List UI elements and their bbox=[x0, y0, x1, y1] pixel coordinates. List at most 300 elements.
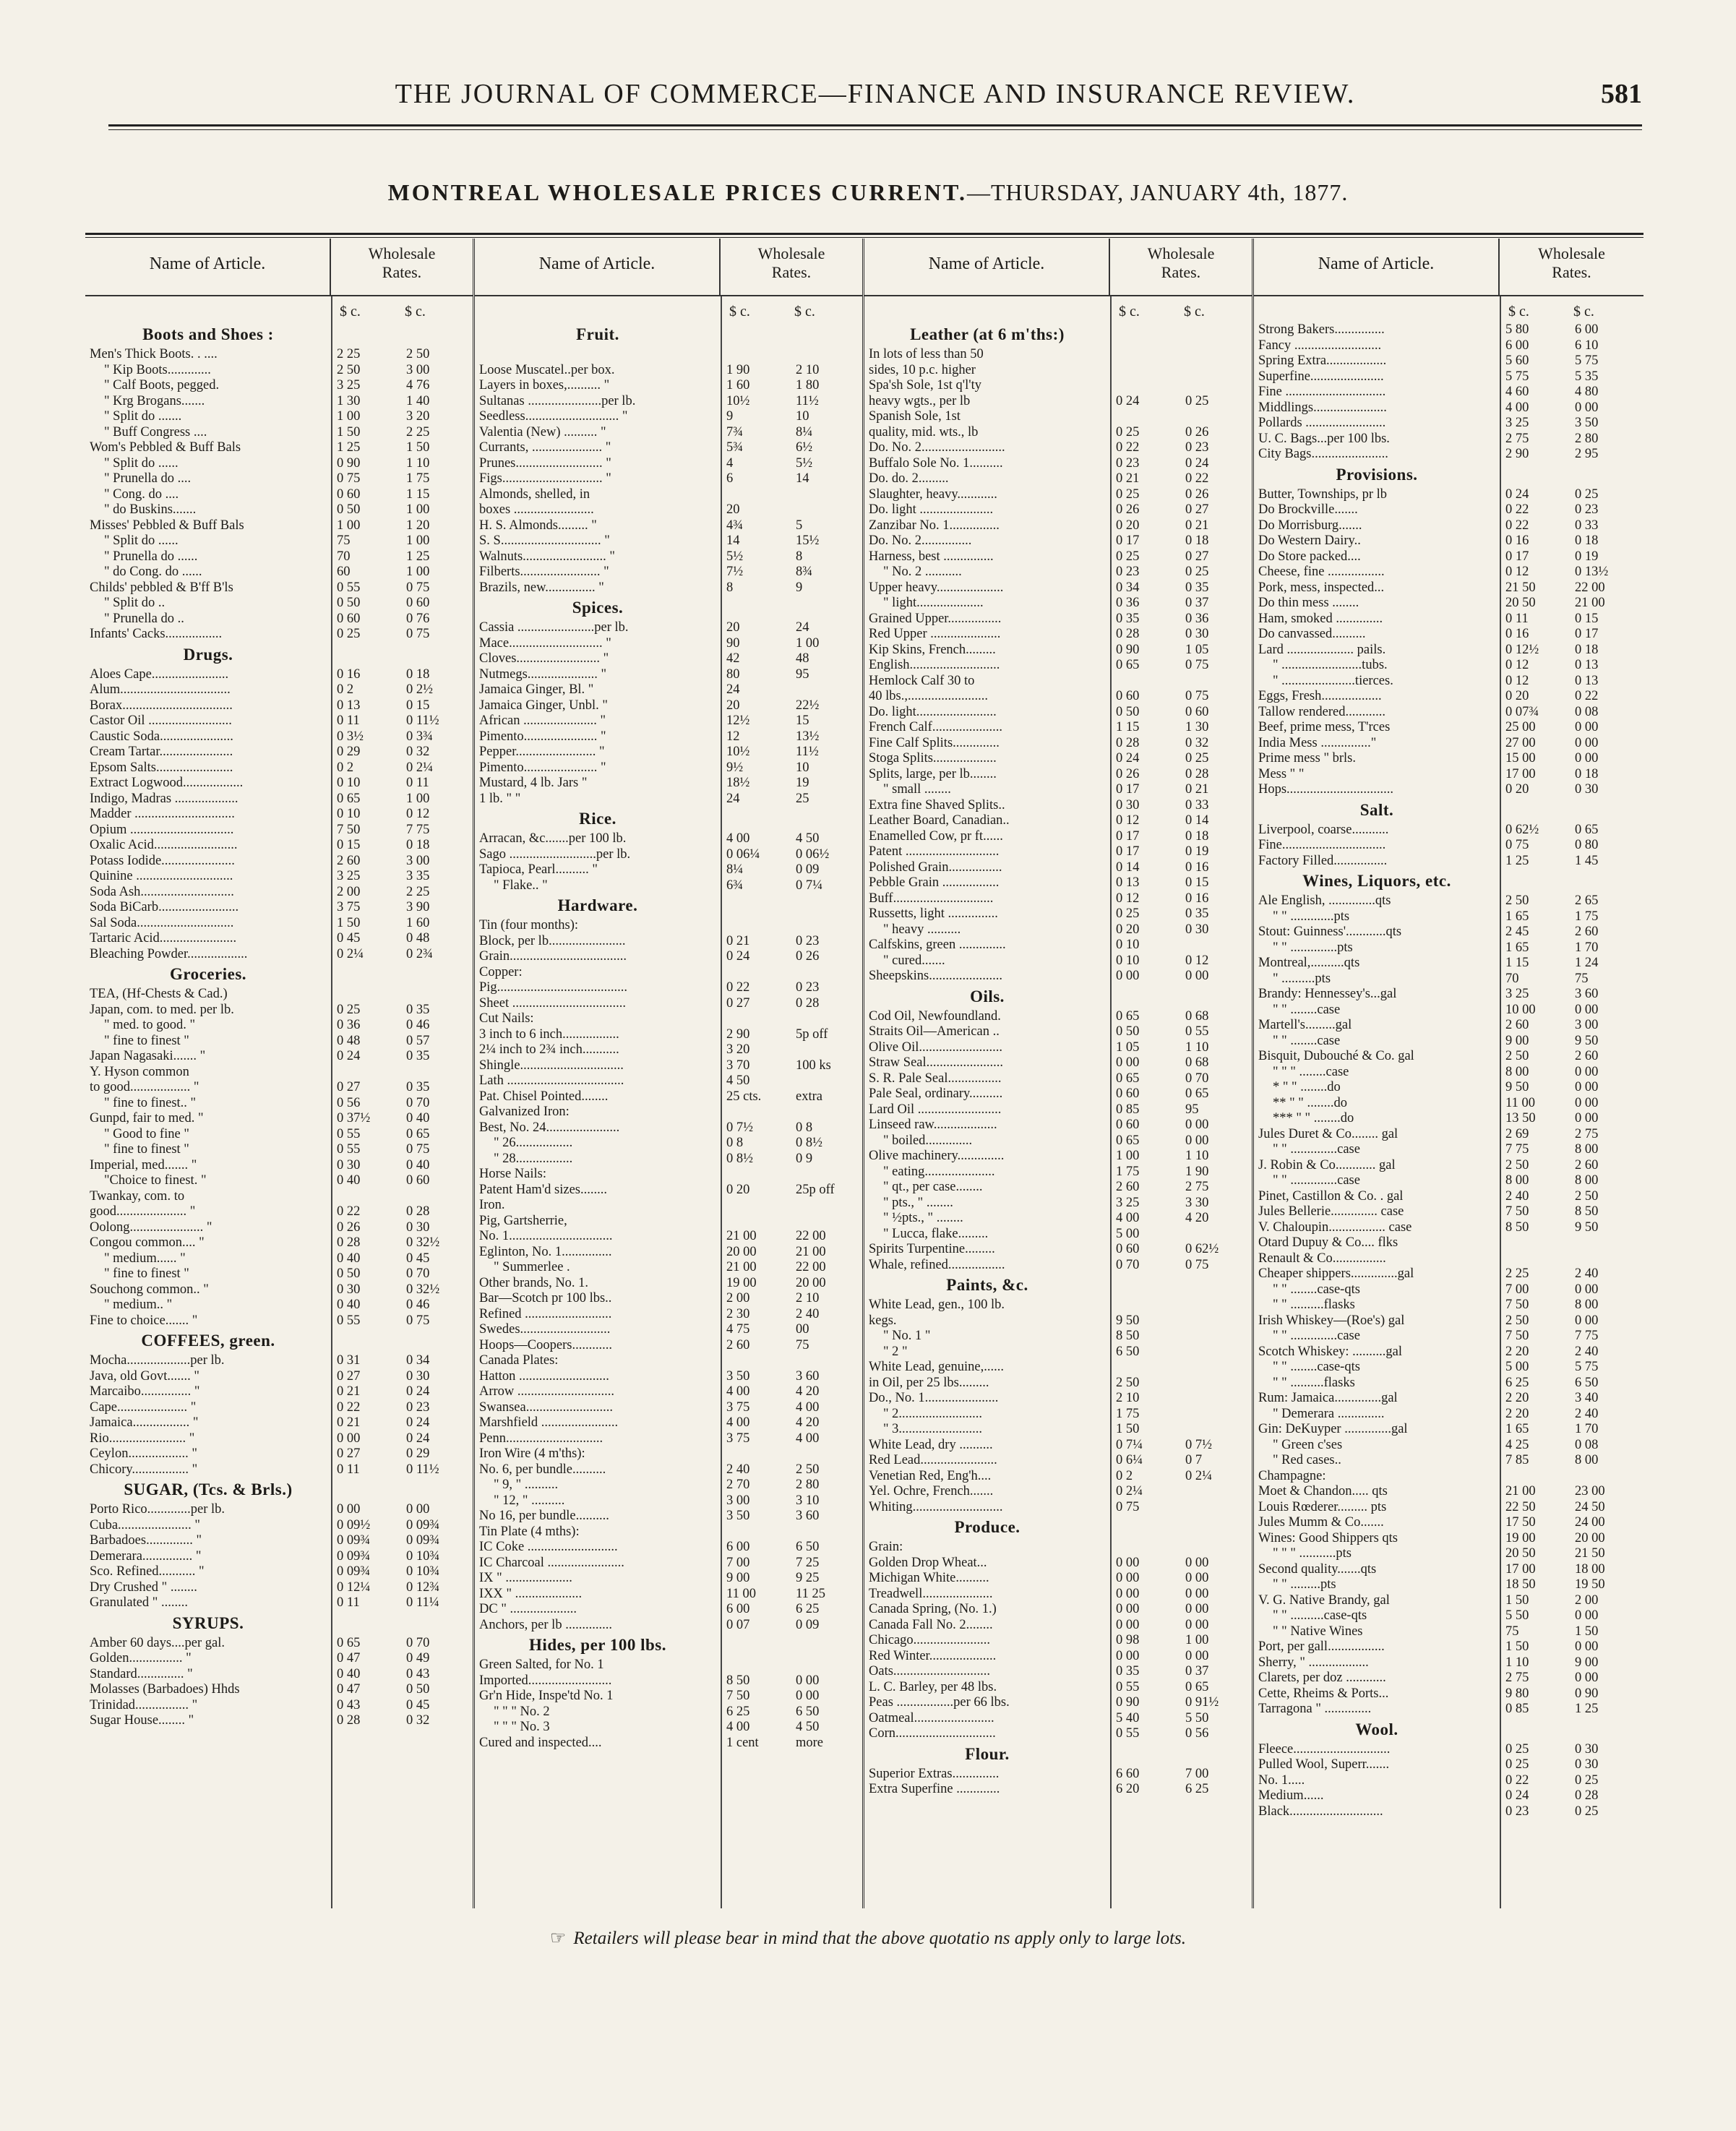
rate-low: 3 20 bbox=[726, 1042, 750, 1057]
rate-low: 1 15 bbox=[1116, 720, 1140, 734]
rate-high: 0 00 bbox=[1185, 969, 1209, 983]
rate-low: 0 09¾ bbox=[337, 1548, 371, 1564]
price-row bbox=[864, 1540, 1252, 1556]
article-name: " fine to finest " bbox=[104, 1266, 189, 1281]
rate-high: 0 35 bbox=[406, 1049, 430, 1063]
price-row bbox=[1254, 751, 1643, 767]
price-row bbox=[475, 518, 862, 534]
rate-high: 0 00 bbox=[1185, 1133, 1209, 1148]
article-name: " Good to fine " bbox=[104, 1126, 189, 1141]
rate-low: 1 00 bbox=[337, 518, 361, 533]
rate-low: 21 00 bbox=[726, 1260, 757, 1274]
rate-low: 3 75 bbox=[726, 1399, 750, 1415]
rate-low: 2 90 bbox=[726, 1026, 750, 1042]
price-row bbox=[864, 1345, 1252, 1360]
article-name: Gin: DeKuyper ..............gal bbox=[1258, 1422, 1408, 1436]
article-name: " do Buskins....... bbox=[104, 502, 197, 517]
article-name: Harness, best ............... bbox=[869, 549, 994, 564]
dollar-cents-label: $ c. bbox=[1508, 304, 1529, 320]
rate-high: 0 00 bbox=[1575, 400, 1599, 415]
rate-low bbox=[721, 965, 790, 981]
rate-low bbox=[331, 1065, 400, 1081]
price-row bbox=[1254, 1080, 1643, 1096]
price-row bbox=[1254, 1577, 1643, 1593]
rate-low: 2 75 bbox=[1505, 431, 1529, 446]
rate-low: 42 bbox=[726, 651, 740, 666]
name-of-article-header: Name of Article. bbox=[1254, 239, 1500, 295]
rate-low bbox=[721, 1525, 790, 1540]
price-row bbox=[85, 1533, 473, 1549]
rate-low: 0 10 bbox=[337, 807, 361, 821]
article-name: No. 1..... bbox=[1258, 1772, 1305, 1788]
rate-low: 0 90 bbox=[337, 455, 361, 471]
rate-high: 0 75 bbox=[1185, 1257, 1209, 1272]
rate-high: 0 29 bbox=[406, 1446, 430, 1461]
price-row bbox=[864, 953, 1252, 969]
article-name: Potass Iodide...................... bbox=[90, 853, 235, 868]
price-row bbox=[864, 875, 1252, 891]
rate-low: 7¾ bbox=[726, 424, 744, 440]
article-name: Middlings...................... bbox=[1258, 400, 1387, 415]
rate-high: 1 25 bbox=[406, 549, 430, 564]
rate-low: 9 00 bbox=[1505, 1033, 1529, 1048]
rate-high: 0 23 bbox=[1185, 440, 1209, 455]
article-name: Opium ............................... bbox=[90, 822, 234, 837]
price-row bbox=[475, 1446, 862, 1462]
rate-high: 1 30 bbox=[1185, 720, 1209, 734]
rate-low: 0 47 bbox=[337, 1651, 361, 1665]
rate-high: 19 bbox=[796, 776, 809, 790]
price-row bbox=[475, 1462, 862, 1478]
article-name: Granulated " ........ bbox=[90, 1595, 188, 1610]
price-row bbox=[85, 1384, 473, 1400]
price-row bbox=[475, 1058, 862, 1074]
price-row bbox=[85, 1698, 473, 1714]
rate-high: 2 40 bbox=[1575, 1266, 1599, 1281]
rate-low: 0 17 bbox=[1116, 844, 1140, 859]
article-name: " 2 " bbox=[883, 1344, 908, 1359]
article-name: Chicory................. " bbox=[90, 1462, 198, 1477]
rate-low: 0 09¾ bbox=[337, 1533, 371, 1548]
price-row bbox=[1254, 1189, 1643, 1205]
article-name: Bisquit, Dubouché & Co. gal bbox=[1258, 1049, 1414, 1063]
rate-low: 1 30 bbox=[337, 393, 361, 408]
article-name: Gunpd, fair to med. " bbox=[90, 1111, 204, 1125]
rate-low bbox=[1110, 674, 1179, 690]
rate-low: 20 00 bbox=[726, 1244, 757, 1259]
rate-low: 10½ bbox=[726, 745, 750, 759]
rate-high: 6 25 bbox=[1185, 1782, 1209, 1796]
article-name: Bar—Scotch pr 100 lbs.. bbox=[479, 1291, 612, 1305]
article-name: " " .........pts bbox=[1273, 1577, 1336, 1592]
price-row bbox=[864, 798, 1252, 814]
article-name: Nutmegs..................... " bbox=[479, 666, 607, 682]
article-name: Corn.............................. bbox=[869, 1726, 996, 1741]
rate-low: 0 00 bbox=[1116, 1055, 1140, 1070]
price-row bbox=[85, 378, 473, 394]
price-row bbox=[864, 1102, 1252, 1118]
wholesale-rates-header bbox=[1110, 239, 1252, 295]
rate-low: 2 50 bbox=[1505, 1049, 1529, 1063]
article-name: Buff.............................. bbox=[869, 891, 994, 906]
article-name: " cured....... bbox=[883, 953, 945, 968]
rate-high: 0 46 bbox=[406, 1018, 430, 1032]
rate-low: 0 27 bbox=[337, 1446, 361, 1461]
article-name: " Split do ...... bbox=[104, 455, 179, 471]
rate-low: 21 50 bbox=[1505, 580, 1536, 595]
rate-high: 0 40 bbox=[406, 1111, 430, 1125]
price-row bbox=[1254, 1804, 1643, 1820]
column-divider bbox=[331, 296, 332, 1908]
rate-high: 1 05 bbox=[1185, 642, 1209, 657]
price-row bbox=[1254, 854, 1643, 870]
article-name: " " ..............case bbox=[1273, 1142, 1360, 1157]
price-row bbox=[1254, 338, 1643, 354]
article-name: Superior Extras.............. bbox=[869, 1766, 1000, 1781]
rate-low: 0 21 bbox=[726, 933, 750, 948]
rate-high: 0 00 bbox=[1575, 1313, 1599, 1328]
price-row bbox=[1254, 1655, 1643, 1671]
price-row bbox=[85, 807, 473, 823]
rate-low: 7 50 bbox=[1505, 1204, 1529, 1219]
rate-low: 0 2 bbox=[1116, 1468, 1133, 1483]
price-row bbox=[1254, 400, 1643, 416]
price-row bbox=[864, 751, 1252, 767]
price-row bbox=[85, 682, 473, 698]
rate-low: 1 60 bbox=[726, 378, 750, 393]
rate-high: 95 bbox=[1185, 1102, 1199, 1117]
article-name: Currants, ..................... " bbox=[479, 440, 611, 455]
rate-low bbox=[721, 347, 790, 363]
price-row bbox=[475, 965, 862, 981]
article-name: Do. No. 2............... bbox=[869, 533, 972, 548]
rate-high: 2 10 bbox=[796, 362, 820, 377]
category-heading: SYRUPS. bbox=[172, 1613, 244, 1632]
rate-high: 8 00 bbox=[1575, 1298, 1599, 1312]
article-name: Swansea.......................... bbox=[479, 1399, 613, 1415]
article-name: " Prunella do .. bbox=[104, 611, 184, 626]
rate-low: 2 00 bbox=[726, 1291, 750, 1305]
rate-high: 0 2¾ bbox=[406, 946, 433, 961]
table-top-rule bbox=[85, 233, 1643, 238]
price-row bbox=[475, 1705, 862, 1720]
column-body bbox=[864, 296, 1252, 1798]
rate-high: 0 68 bbox=[1185, 1055, 1209, 1070]
article-name: In lots of less than 50 bbox=[869, 347, 984, 361]
rate-low: 0 2 bbox=[337, 682, 354, 697]
rate-high: extra bbox=[796, 1089, 822, 1104]
rate-high: 75 bbox=[796, 1337, 809, 1352]
article-name bbox=[475, 347, 721, 363]
rate-low: 5¾ bbox=[726, 440, 744, 455]
dollar-cents-label: $ c. bbox=[340, 304, 361, 320]
price-row bbox=[864, 1329, 1252, 1345]
rate-low: 0 35 bbox=[1116, 1664, 1140, 1678]
price-row bbox=[864, 1024, 1252, 1040]
article-name: " Cong. do .... bbox=[104, 486, 179, 502]
article-name: Misses' Pebbled & Buff Bals bbox=[90, 518, 244, 533]
rate-low: 3 75 bbox=[337, 900, 361, 914]
rate-high: 0 25 bbox=[1185, 393, 1209, 408]
price-row bbox=[1254, 1593, 1643, 1609]
category-heading: Groceries. bbox=[169, 965, 247, 983]
rate-high: 21 00 bbox=[796, 1244, 826, 1259]
rate-low: 2 69 bbox=[1505, 1126, 1529, 1141]
price-row bbox=[864, 1664, 1252, 1680]
rate-high: 0 55 bbox=[1185, 1024, 1209, 1039]
price-row bbox=[85, 1282, 473, 1298]
price-row bbox=[1254, 580, 1643, 596]
price-row bbox=[85, 1446, 473, 1462]
price-row bbox=[864, 1453, 1252, 1469]
rate-high: 22 00 bbox=[796, 1229, 826, 1243]
price-row bbox=[864, 643, 1252, 659]
rate-high: 0 10¾ bbox=[406, 1548, 440, 1564]
name-of-article-header: Name of Article. bbox=[475, 239, 721, 295]
rate-high: 3 00 bbox=[406, 362, 430, 377]
rate-low: 4 00 bbox=[1116, 1211, 1140, 1225]
rate-high: 0 19 bbox=[1185, 844, 1209, 859]
rate-high: 8 00 bbox=[1575, 1173, 1599, 1188]
category-heading: Fruit. bbox=[576, 325, 619, 343]
article-name: Shingle............................... bbox=[479, 1058, 624, 1073]
price-row bbox=[864, 705, 1252, 721]
rate-high: 0 15 bbox=[1185, 875, 1209, 890]
price-row bbox=[475, 620, 862, 636]
price-row bbox=[475, 1587, 862, 1603]
rate-low: 75 bbox=[337, 533, 351, 548]
rate-high bbox=[1179, 1422, 1249, 1438]
price-row bbox=[85, 900, 473, 916]
rate-high: 4 00 bbox=[796, 1431, 820, 1446]
rate-low: 9 80 bbox=[1505, 1686, 1529, 1701]
rate-high bbox=[1179, 347, 1249, 363]
article-name: Brandy: Hennessey's...gal bbox=[1258, 987, 1397, 1001]
rate-low: 25 00 bbox=[1505, 720, 1536, 734]
price-row bbox=[1254, 1003, 1643, 1019]
price-row bbox=[864, 533, 1252, 549]
rate-high bbox=[790, 682, 859, 698]
article-name: sides, 10 p.c. higher bbox=[869, 362, 976, 377]
article-name: Jules Bellerie.............. case bbox=[1258, 1204, 1404, 1219]
rate-high: 0 33 bbox=[1185, 797, 1209, 812]
rate-high: 0 27 bbox=[1185, 549, 1209, 564]
article-name: " " " ........case bbox=[1273, 1064, 1349, 1079]
rate-high: 0 7 bbox=[1185, 1453, 1203, 1467]
article-name: V. Chaloupin................. case bbox=[1258, 1219, 1412, 1235]
price-row bbox=[475, 425, 862, 441]
article-name: 1 lb. " " bbox=[479, 791, 521, 806]
price-row bbox=[475, 1602, 862, 1618]
rate-high: 15½ bbox=[796, 533, 820, 548]
rate-high bbox=[790, 1073, 859, 1089]
rate-low bbox=[721, 1658, 790, 1673]
article-name: Slaughter, heavy............ bbox=[869, 486, 997, 502]
rate-high: 3 00 bbox=[406, 853, 430, 868]
rate-high: 0 25 bbox=[1575, 1772, 1599, 1788]
article-name: IC Charcoal ....................... bbox=[479, 1555, 624, 1570]
rate-high: 3 00 bbox=[1575, 1018, 1599, 1032]
price-row bbox=[1254, 1235, 1643, 1251]
rate-low: 0 17 bbox=[1116, 533, 1140, 548]
rate-high: 1 40 bbox=[406, 393, 430, 408]
category-heading: COFFEES, green. bbox=[141, 1332, 275, 1350]
rate-low: 0 48 bbox=[337, 1033, 361, 1048]
article-name: Jamaica Ginger, Unbl. " bbox=[479, 698, 608, 713]
column-body bbox=[475, 296, 862, 1751]
article-name: French Calf..................... bbox=[869, 720, 1002, 734]
rate-low: 0 00 bbox=[1116, 1648, 1140, 1663]
price-row bbox=[1254, 1282, 1643, 1298]
price-row bbox=[475, 502, 862, 518]
article-name: Cod Oil, Newfoundland. bbox=[869, 1008, 1001, 1024]
price-row bbox=[475, 1338, 862, 1354]
rate-low bbox=[1110, 1360, 1179, 1376]
article-name: Childs' pebbled & B'ff B'ls bbox=[90, 580, 233, 595]
rate-low: 0 2¼ bbox=[337, 946, 364, 961]
article-name: Cured and inspected.... bbox=[479, 1735, 602, 1750]
price-row bbox=[475, 580, 862, 596]
article-name: Do Store packed.... bbox=[1258, 549, 1361, 564]
price-row bbox=[1254, 1500, 1643, 1516]
price-row bbox=[85, 1651, 473, 1667]
article-name: Brazils, new............... " bbox=[479, 580, 604, 595]
wholesale-rates-header bbox=[1500, 239, 1643, 295]
rate-high: 20 00 bbox=[1575, 1530, 1605, 1545]
rate-high: 2 00 bbox=[1575, 1592, 1599, 1608]
price-row bbox=[85, 1400, 473, 1416]
rate-high: 0 25 bbox=[1185, 565, 1209, 579]
article-name: "Choice to finest. " bbox=[104, 1173, 207, 1188]
rate-high: 4 80 bbox=[1575, 385, 1599, 399]
rate-low: 0 85 bbox=[1116, 1102, 1140, 1117]
article-name: quality, mid. wts., lb bbox=[869, 424, 979, 440]
rate-high: 0 11½ bbox=[406, 1462, 439, 1477]
rate-low: 21 00 bbox=[1505, 1484, 1536, 1498]
dollar-cents-label: $ c. bbox=[1184, 304, 1205, 320]
article-name: " Red cases.. bbox=[1273, 1453, 1341, 1467]
rate-low: 6 bbox=[726, 471, 734, 486]
rate-high: 0 13 bbox=[1575, 673, 1599, 688]
price-row bbox=[475, 1689, 862, 1705]
article-name: Black............................ bbox=[1258, 1804, 1383, 1819]
article-name: in Oil, per 25 lbs......... bbox=[869, 1375, 989, 1390]
rate-high bbox=[790, 1167, 859, 1183]
rate-low: 3 75 bbox=[726, 1431, 750, 1446]
price-row bbox=[1254, 643, 1643, 659]
article-name: Japan, com. to med. per lb. bbox=[90, 1002, 234, 1017]
rate-low: 10½ bbox=[726, 393, 750, 408]
rate-high: 0 34 bbox=[406, 1353, 430, 1368]
rate-low: 0 25 bbox=[1116, 549, 1140, 564]
rate-low: 3 50 bbox=[726, 1509, 750, 1523]
rate-high: 0 30 bbox=[406, 1219, 430, 1235]
price-row bbox=[85, 1127, 473, 1143]
rate-low: 2 90 bbox=[1505, 447, 1529, 461]
rate-low: 0 16 bbox=[1505, 627, 1529, 641]
rate-high: 4 76 bbox=[406, 378, 430, 393]
price-row bbox=[1254, 1018, 1643, 1034]
rate-high: 0 08 bbox=[1575, 704, 1599, 719]
rate-low: 18½ bbox=[726, 776, 750, 790]
rate-low: 0 28 bbox=[337, 1713, 361, 1728]
price-row bbox=[85, 1034, 473, 1050]
rate-high: 0 00 bbox=[1575, 1064, 1599, 1079]
price-row bbox=[475, 760, 862, 776]
rate-high: 3 60 bbox=[796, 1509, 820, 1523]
article-name: No. 6, per bundle.......... bbox=[479, 1462, 606, 1477]
rate-high: 23 00 bbox=[1575, 1484, 1605, 1498]
article-name: Other brands, No. 1. bbox=[479, 1275, 589, 1290]
rate-high: 2 40 bbox=[1575, 1406, 1599, 1421]
rate-low: 0 24 bbox=[1505, 486, 1529, 502]
price-row bbox=[475, 1673, 862, 1689]
article-name: Rum: Jamaica..............gal bbox=[1258, 1391, 1398, 1405]
article-name: " " ..............case bbox=[1273, 1173, 1360, 1188]
rate-low: 0 25 bbox=[1505, 1741, 1529, 1757]
price-row bbox=[864, 860, 1252, 876]
rate-low: 0 27 bbox=[337, 1368, 361, 1384]
price-row bbox=[1254, 925, 1643, 940]
price-row bbox=[1254, 838, 1643, 854]
rate-low: 0 2¼ bbox=[1116, 1484, 1143, 1498]
rate-high: 0 24 bbox=[406, 1384, 430, 1399]
rate-high: 1 24 bbox=[1575, 956, 1599, 970]
price-row bbox=[1254, 502, 1643, 518]
article-name: Stoga Splits................... bbox=[869, 751, 997, 766]
rate-high: 2 80 bbox=[1575, 431, 1599, 446]
rate-low: 0 11 bbox=[337, 1595, 360, 1610]
price-row bbox=[1254, 1173, 1643, 1189]
rate-low: 1 50 bbox=[337, 424, 361, 440]
article-name: Green Salted, for No. 1 bbox=[479, 1658, 604, 1672]
rate-high: 7 75 bbox=[406, 822, 430, 837]
rate-low: 0 98 bbox=[1116, 1633, 1140, 1647]
article-name: Infants' Cacks................. bbox=[90, 627, 223, 641]
article-name: India Mess ..............." bbox=[1258, 735, 1377, 750]
rate-high: 6½ bbox=[796, 440, 813, 455]
rate-high bbox=[1179, 1329, 1249, 1345]
rate-high: 19 50 bbox=[1575, 1577, 1605, 1592]
rate-low: 0 75 bbox=[1505, 838, 1529, 852]
rate-low: 2 50 bbox=[1505, 1313, 1529, 1328]
article-name: Golden Drop Wheat... bbox=[869, 1555, 987, 1570]
rate-high: 0 19 bbox=[1575, 549, 1599, 564]
article-name: Do. light........................ bbox=[869, 704, 997, 719]
price-row bbox=[864, 1196, 1252, 1212]
price-row bbox=[475, 1245, 862, 1261]
article-name: V. G. Native Brandy, gal bbox=[1258, 1592, 1390, 1608]
article-name: Cloves......................... " bbox=[479, 651, 609, 666]
rate-low: 0 25 bbox=[1116, 906, 1140, 921]
rate-high: 9 bbox=[796, 580, 803, 595]
rate-high: 0 30 bbox=[1575, 1757, 1599, 1772]
rate-high: 0 75 bbox=[406, 1142, 430, 1157]
article-name: Port, per gall................. bbox=[1258, 1639, 1385, 1654]
rate-high: 0 13 bbox=[1575, 658, 1599, 672]
price-row bbox=[475, 1556, 862, 1572]
article-name: No 16, per bundle.......... bbox=[479, 1509, 609, 1523]
article-name: Demerara............... " bbox=[90, 1548, 202, 1564]
rate-low: 1 75 bbox=[1116, 1164, 1140, 1179]
article-name: Tartaric Acid....................... bbox=[90, 931, 237, 946]
rate-low: 0 20 bbox=[1116, 518, 1140, 533]
price-row bbox=[1254, 1251, 1643, 1267]
rate-low: 13 50 bbox=[1505, 1111, 1536, 1125]
rate-high: 8¾ bbox=[796, 565, 813, 579]
rate-low: 0 00 bbox=[1116, 969, 1140, 983]
rate-high: 0 16 bbox=[1185, 891, 1209, 906]
